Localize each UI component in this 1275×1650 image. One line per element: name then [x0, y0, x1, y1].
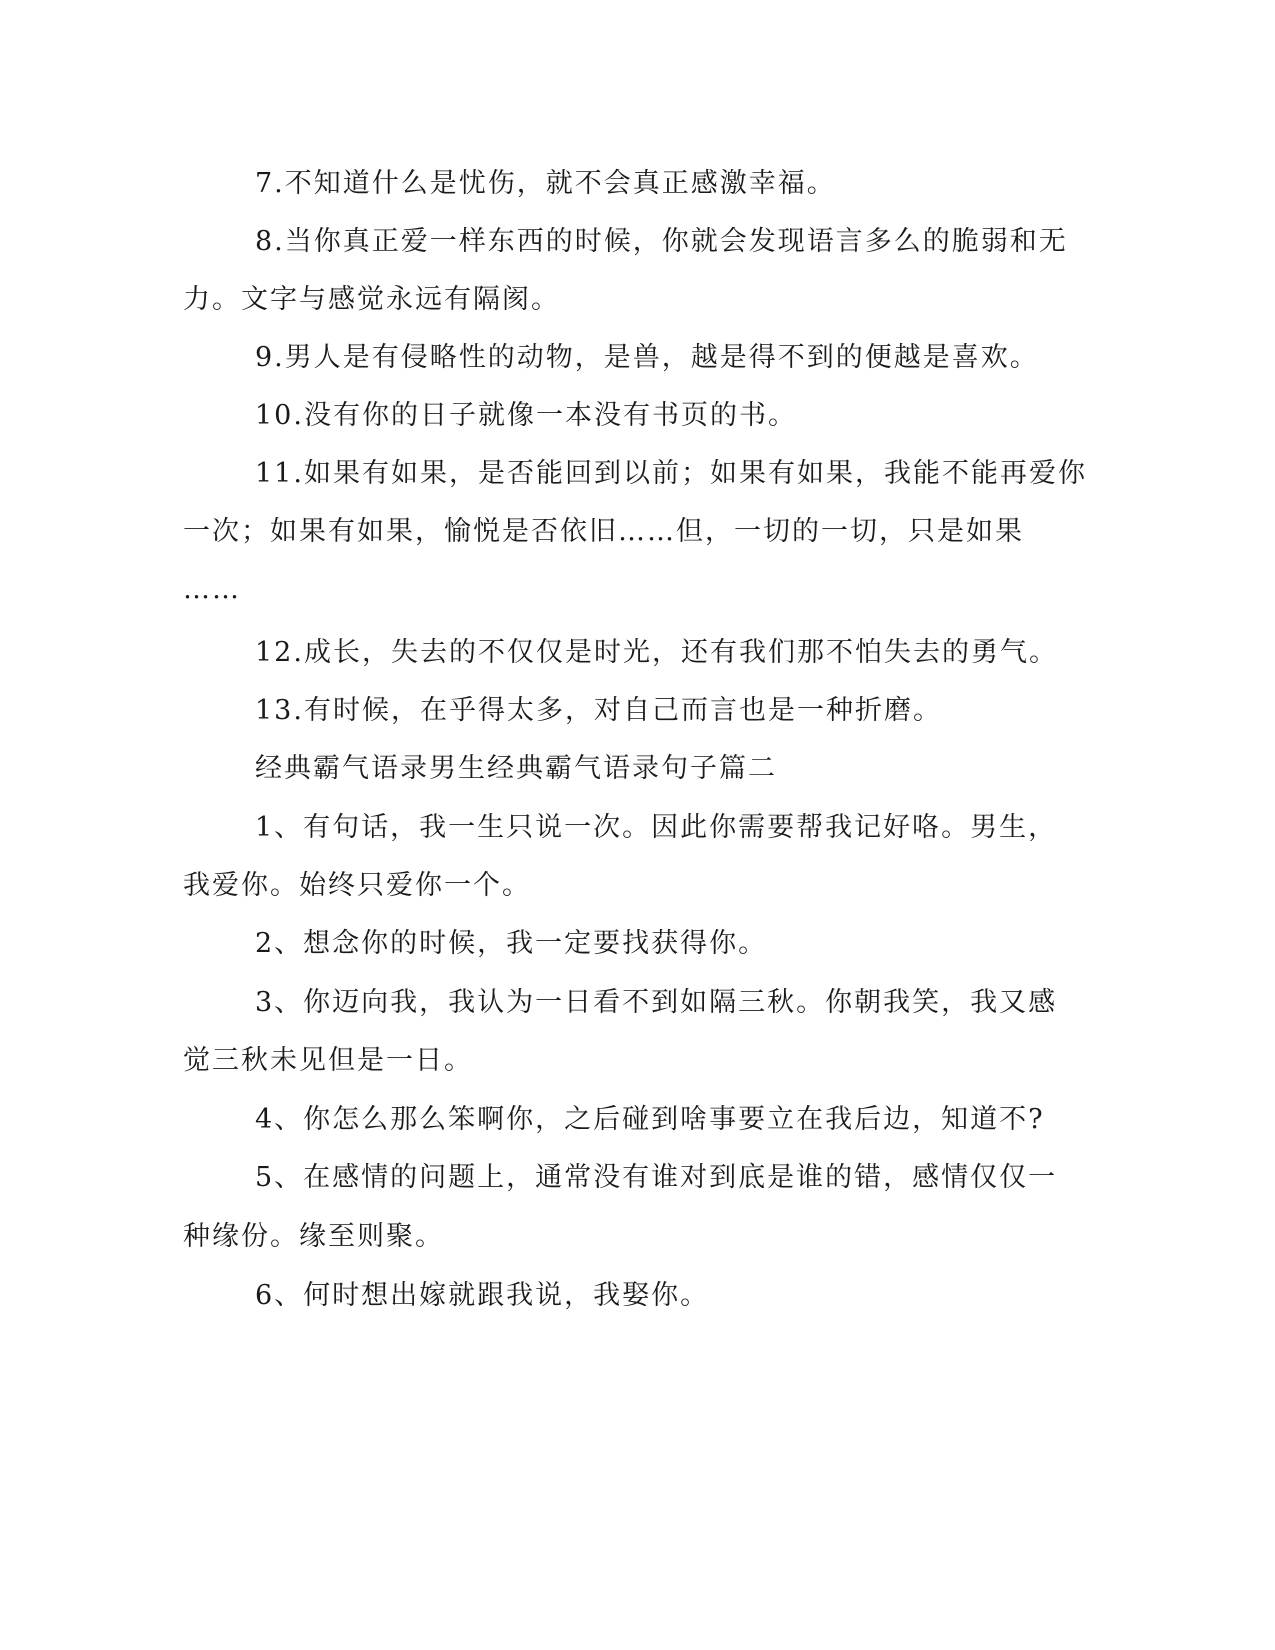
paragraph-line: 2、想念你的时候，我一定要找获得你。: [255, 928, 768, 959]
paragraph-line: ……: [183, 574, 241, 605]
paragraph-line: 5、在感情的问题上，通常没有谁对到底是谁的错，感情仅仅一: [255, 1162, 1058, 1193]
paragraph-line: 种缘份。缘至则聚。: [183, 1221, 444, 1252]
paragraph-line: 1、有句话，我一生只说一次。因此你需要帮我记好咯。男生，: [255, 812, 1058, 843]
paragraph-line: 觉三秋未见但是一日。: [183, 1045, 473, 1076]
paragraph-line: 13.有时候，在乎得太多，对自己而言也是一种折磨。: [255, 695, 942, 726]
paragraph-line: 10.没有你的日子就像一本没有书页的书。: [255, 400, 797, 431]
paragraph-line: 一次；如果有如果，愉悦是否依旧……但，一切的一切，只是如果: [183, 516, 1024, 547]
paragraph-line: 3、你迈向我，我认为一日看不到如隔三秋。你朝我笑，我又感: [255, 987, 1058, 1018]
paragraph-line: 11.如果有如果，是否能回到以前；如果有如果，我能不能再爱你: [255, 458, 1087, 489]
paragraph-line: 12.成长，失去的不仅仅是时光，还有我们那不怕失去的勇气。: [255, 637, 1058, 668]
paragraph-line: 我爱你。始终只爱你一个。: [183, 870, 531, 901]
section-heading: 经典霸气语录男生经典霸气语录句子篇二: [255, 753, 777, 784]
paragraph-line: 4、你怎么那么笨啊你，之后碰到啥事要立在我后边，知道不?: [255, 1104, 1045, 1135]
paragraph-line: 6、何时想出嫁就跟我说，我娶你。: [255, 1280, 710, 1311]
paragraph-line: 8.当你真正爱一样东西的时候，你就会发现语言多么的脆弱和无: [255, 226, 1068, 257]
paragraph-line: 力。文字与感觉永远有隔阂。: [183, 284, 560, 315]
paragraph-line: 9.男人是有侵略性的动物，是兽，越是得不到的便越是喜欢。: [255, 342, 1039, 373]
paragraph-line: 7.不知道什么是忧伤，就不会真正感激幸福。: [255, 168, 836, 199]
